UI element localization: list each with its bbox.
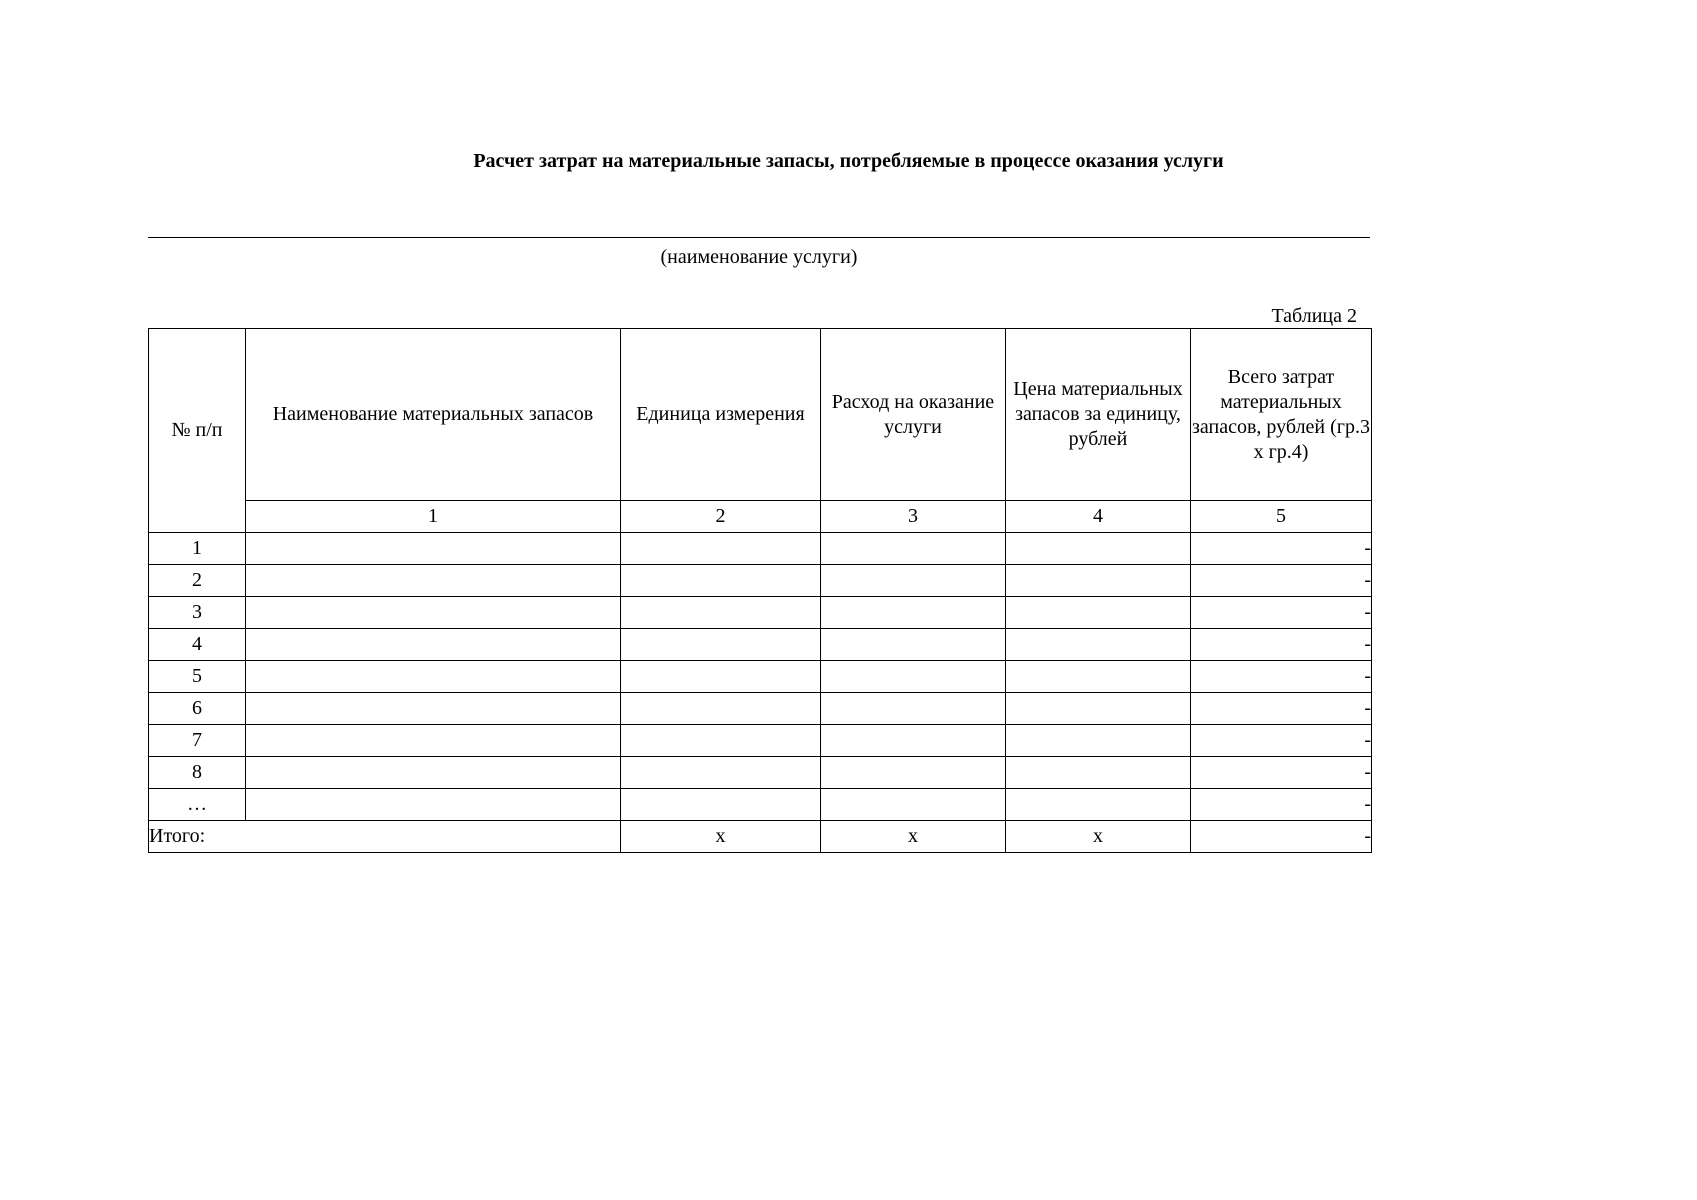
total-cost-cell: -	[1191, 597, 1372, 629]
table-row	[149, 789, 1372, 821]
material-name-cell[interactable]	[246, 725, 621, 757]
materials-cost-table	[148, 328, 1372, 853]
total-cost-cell: -	[1191, 725, 1372, 757]
unit-cell[interactable]	[621, 789, 821, 821]
header-unit: Единица измерения	[621, 329, 821, 501]
price-cell[interactable]	[1006, 725, 1191, 757]
table-row	[149, 565, 1372, 597]
column-number: 4	[1006, 501, 1191, 533]
price-cell[interactable]	[1006, 597, 1191, 629]
header-row-number: № п/п	[149, 329, 246, 533]
consumption-cell[interactable]	[821, 565, 1006, 597]
price-cell[interactable]	[1006, 693, 1191, 725]
row-number: 1	[149, 533, 246, 565]
total-cost-cell: -	[1191, 789, 1372, 821]
material-name-cell[interactable]	[246, 757, 621, 789]
header-unit-price: Цена материальных запасов за единицу, рублей	[1006, 329, 1191, 501]
total-cost-cell: -	[1191, 629, 1372, 661]
unit-cell[interactable]	[621, 533, 821, 565]
consumption-cell[interactable]	[821, 693, 1006, 725]
table-header-row	[149, 329, 1372, 501]
row-number: …	[149, 789, 246, 821]
row-number: 7	[149, 725, 246, 757]
column-number: 1	[246, 501, 621, 533]
consumption-cell[interactable]	[821, 597, 1006, 629]
row-number: 3	[149, 597, 246, 629]
unit-cell[interactable]	[621, 565, 821, 597]
table-row	[149, 533, 1372, 565]
consumption-cell[interactable]	[821, 789, 1006, 821]
row-number: 8	[149, 757, 246, 789]
column-numbers-row	[149, 501, 1372, 533]
column-number: 3	[821, 501, 1006, 533]
material-name-cell[interactable]	[246, 661, 621, 693]
consumption-cell[interactable]	[821, 533, 1006, 565]
consumption-cell[interactable]	[821, 725, 1006, 757]
table-label: Таблица 2	[1271, 305, 1357, 327]
total-consumption-cell: х	[821, 821, 1006, 853]
grand-total-cell: -	[1191, 821, 1372, 853]
row-number: 6	[149, 693, 246, 725]
unit-cell[interactable]	[621, 629, 821, 661]
header-consumption: Расход на оказание услуги	[821, 329, 1006, 501]
total-cost-cell: -	[1191, 661, 1372, 693]
total-row	[149, 821, 1372, 853]
total-cost-cell: -	[1191, 693, 1372, 725]
material-name-cell[interactable]	[246, 597, 621, 629]
row-number: 5	[149, 661, 246, 693]
unit-cell[interactable]	[621, 757, 821, 789]
consumption-cell[interactable]	[821, 629, 1006, 661]
material-name-cell[interactable]	[246, 693, 621, 725]
unit-cell[interactable]	[621, 725, 821, 757]
row-number: 2	[149, 565, 246, 597]
column-number: 2	[621, 501, 821, 533]
table-row	[149, 597, 1372, 629]
price-cell[interactable]	[1006, 533, 1191, 565]
material-name-cell[interactable]	[246, 789, 621, 821]
header-total-cost: Всего затрат материальных запасов, рублей (гр.3 х гр.4)	[1191, 329, 1372, 501]
column-number: 5	[1191, 501, 1372, 533]
price-cell[interactable]	[1006, 661, 1191, 693]
service-name-caption: (наименование услуги)	[660, 246, 858, 268]
price-cell[interactable]	[1006, 789, 1191, 821]
price-cell[interactable]	[1006, 629, 1191, 661]
table-row	[149, 757, 1372, 789]
total-unit-cell: х	[621, 821, 821, 853]
row-number: 4	[149, 629, 246, 661]
total-cost-cell: -	[1191, 533, 1372, 565]
total-cost-cell: -	[1191, 757, 1372, 789]
table-row	[149, 661, 1372, 693]
table-row	[149, 693, 1372, 725]
price-cell[interactable]	[1006, 565, 1191, 597]
total-label: Итого:	[149, 821, 621, 853]
material-name-cell[interactable]	[246, 565, 621, 597]
price-cell[interactable]	[1006, 757, 1191, 789]
table-row	[149, 629, 1372, 661]
material-name-cell[interactable]	[246, 533, 621, 565]
document-title: Расчет затрат на материальные запасы, потребляемые в процессе оказания услуги	[473, 150, 1224, 172]
material-name-cell[interactable]	[246, 629, 621, 661]
total-price-cell: х	[1006, 821, 1191, 853]
header-material-name: Наименование материальных запасов	[246, 329, 621, 501]
total-cost-cell: -	[1191, 565, 1372, 597]
unit-cell[interactable]	[621, 661, 821, 693]
table-row	[149, 725, 1372, 757]
service-name-line[interactable]	[148, 237, 1370, 238]
consumption-cell[interactable]	[821, 757, 1006, 789]
unit-cell[interactable]	[621, 597, 821, 629]
unit-cell[interactable]	[621, 693, 821, 725]
consumption-cell[interactable]	[821, 661, 1006, 693]
